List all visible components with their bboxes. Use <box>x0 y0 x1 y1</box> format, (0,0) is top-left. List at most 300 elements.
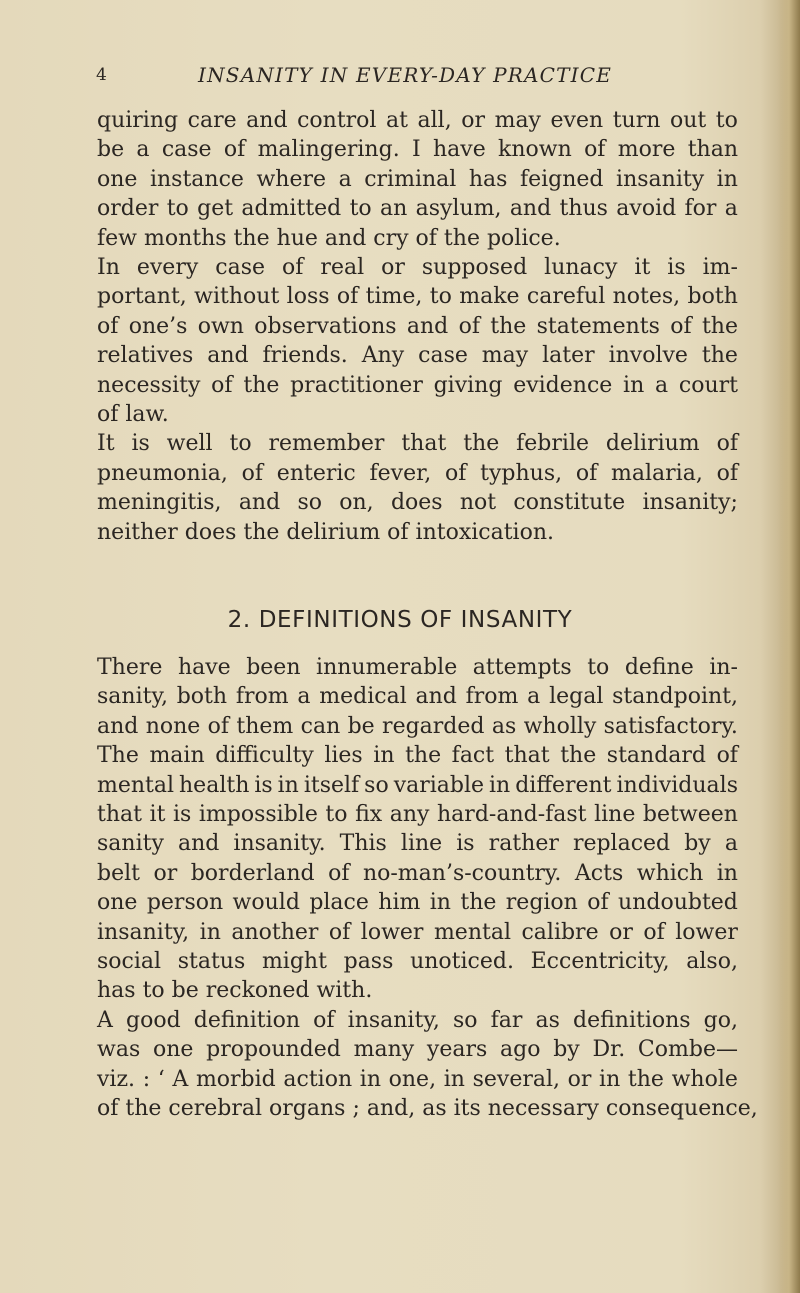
text-line <box>97 859 738 888</box>
word: another <box>231 919 319 945</box>
word: by <box>684 831 711 857</box>
word: friends. <box>262 343 348 369</box>
word: social <box>97 949 162 975</box>
word: difficulty <box>215 743 314 769</box>
word: in <box>359 1066 381 1092</box>
word: In <box>97 255 120 281</box>
word: a <box>338 166 352 192</box>
word: have <box>177 655 231 680</box>
word: in <box>277 772 299 798</box>
word: from <box>235 684 289 710</box>
word: was <box>97 1037 141 1063</box>
word: rather <box>488 831 559 857</box>
word: several, <box>472 1066 560 1092</box>
word: time, <box>365 284 423 310</box>
word: a <box>724 196 738 222</box>
word: insanity, <box>347 1007 440 1033</box>
word: the <box>405 743 442 769</box>
text-line <box>97 888 738 917</box>
word: a <box>297 684 311 710</box>
word: innumerable <box>316 655 458 680</box>
word: impossible <box>198 802 318 828</box>
word: definitions <box>573 1007 691 1033</box>
word: calibre <box>521 919 599 945</box>
word: febrile <box>516 431 589 457</box>
word: also, <box>686 949 738 975</box>
word: that <box>97 802 142 828</box>
word: region <box>505 890 578 916</box>
word: careful <box>526 284 606 310</box>
word: of <box>282 255 304 281</box>
text-line <box>97 194 738 223</box>
word: status <box>177 949 246 975</box>
word: action <box>283 1066 353 1092</box>
word: asylum, <box>415 196 502 222</box>
word: A <box>172 1066 189 1092</box>
word: been <box>246 655 301 680</box>
word: I <box>411 137 421 163</box>
word: the <box>701 313 738 339</box>
word: in <box>443 1066 465 1092</box>
word: fix <box>355 802 383 828</box>
word: for <box>684 196 717 222</box>
word: them <box>236 713 294 739</box>
word: and <box>509 196 552 222</box>
text-line <box>97 712 738 741</box>
word: to <box>229 431 252 457</box>
word: involve <box>608 343 688 369</box>
word: be <box>97 137 125 163</box>
word: of <box>336 284 359 310</box>
word: so <box>452 1007 478 1033</box>
word: itself <box>303 772 360 798</box>
word: none <box>145 713 201 739</box>
word: to <box>349 196 372 222</box>
word: regarded <box>382 713 485 739</box>
word: notes, <box>612 284 681 310</box>
word: malingering. <box>257 137 400 163</box>
word: an <box>379 196 408 222</box>
word: a <box>724 831 738 857</box>
word: in <box>373 743 395 769</box>
word: good <box>126 1007 181 1033</box>
paragraph <box>97 253 738 429</box>
text-line <box>97 800 738 829</box>
word: in <box>489 772 511 798</box>
word: This <box>339 831 387 857</box>
word: There <box>97 655 163 680</box>
word: medical <box>319 684 407 710</box>
word: replaced <box>572 831 671 857</box>
word: case <box>215 255 266 281</box>
word: Combe— <box>637 1037 738 1063</box>
word: constitute <box>513 490 626 516</box>
text-line: has to be reckoned with. <box>97 978 373 1004</box>
word: get <box>197 196 234 222</box>
word: sanity, <box>97 684 168 710</box>
word: one, <box>388 1066 437 1092</box>
word: to <box>715 108 738 133</box>
word: court <box>678 372 738 398</box>
word: insanity; <box>642 490 738 516</box>
word: would <box>232 890 300 916</box>
word: definition <box>193 1007 301 1033</box>
word: of <box>716 460 738 486</box>
word: or <box>153 860 178 886</box>
word: of <box>207 713 230 739</box>
word: admitted <box>241 196 342 222</box>
word: feigned <box>519 166 604 192</box>
word: a <box>136 137 150 163</box>
word: on, <box>339 490 374 516</box>
word: have <box>432 137 486 163</box>
word: of <box>716 743 738 769</box>
word: satisfactory. <box>603 713 738 739</box>
word: quiring <box>97 108 179 133</box>
text-line <box>97 947 738 976</box>
word: legal <box>549 684 604 710</box>
word: different <box>515 772 612 798</box>
word: It <box>97 431 115 457</box>
word: standard <box>606 743 706 769</box>
word: that <box>504 743 550 769</box>
word: both <box>687 284 738 310</box>
word: order <box>97 196 159 222</box>
word: of <box>223 137 246 163</box>
word: which <box>636 860 704 886</box>
word: one <box>97 166 138 192</box>
word: a <box>655 372 669 398</box>
word: has <box>468 166 508 192</box>
word: go, <box>703 1007 738 1033</box>
word: far <box>490 1007 523 1033</box>
word: the <box>463 431 500 457</box>
word: may <box>481 343 529 369</box>
word: pneumonia, <box>97 460 228 486</box>
word: practitioner <box>290 372 423 398</box>
word: remember <box>268 431 385 457</box>
word: the <box>560 743 597 769</box>
word: thus <box>559 196 608 222</box>
word: in <box>623 372 645 398</box>
word: even <box>550 108 604 133</box>
word: than <box>687 137 738 163</box>
word: delirium <box>605 431 700 457</box>
word: of <box>328 919 351 945</box>
word: pass <box>343 949 394 975</box>
word: is <box>667 255 686 281</box>
word: observations <box>254 313 397 339</box>
word: between <box>642 802 738 828</box>
word: years <box>426 1037 488 1063</box>
word: to <box>325 802 348 828</box>
word: make <box>459 284 520 310</box>
word: no-man’s-country. <box>362 860 562 886</box>
word: the <box>627 1066 664 1092</box>
word: criminal <box>364 166 457 192</box>
word: fact <box>451 743 495 769</box>
word: to <box>587 655 610 680</box>
text-line <box>97 429 738 458</box>
text-line <box>97 459 738 488</box>
word: one <box>97 890 138 916</box>
word: or <box>567 1066 592 1092</box>
word: is <box>172 802 192 828</box>
word: so <box>364 772 389 798</box>
word: lower <box>675 919 738 945</box>
paragraph <box>97 429 738 547</box>
word: in <box>599 1066 621 1092</box>
word: mental <box>433 919 511 945</box>
word: enteric <box>276 460 356 486</box>
word: can <box>300 713 341 739</box>
word: insanity. <box>233 831 326 857</box>
word: of <box>584 137 606 163</box>
word: in <box>716 166 738 192</box>
word: as <box>535 1007 560 1033</box>
text-line <box>97 312 738 341</box>
word: in <box>716 860 738 886</box>
word: place <box>309 890 369 916</box>
text-line <box>97 918 738 947</box>
word: not <box>459 490 497 516</box>
word: malaria, <box>611 460 703 486</box>
word: belt <box>97 860 140 886</box>
text-line <box>97 653 738 682</box>
text-line <box>97 682 738 711</box>
text-line <box>97 1065 738 1094</box>
word: at <box>386 108 408 133</box>
word: of <box>575 460 598 486</box>
word: turn <box>612 108 661 133</box>
word: propounded <box>206 1037 341 1063</box>
word: and <box>406 313 449 339</box>
word: insanity, <box>97 919 190 945</box>
word: it <box>149 802 166 828</box>
word: person <box>146 890 224 916</box>
word: ago <box>500 1037 541 1063</box>
text-line <box>97 1035 738 1064</box>
page-number: 4 <box>96 65 107 85</box>
paragraph <box>97 106 738 253</box>
word: avoid <box>616 196 677 222</box>
word: or <box>381 255 405 281</box>
text-line <box>97 165 738 194</box>
word: to <box>166 196 189 222</box>
word: in- <box>709 655 738 680</box>
word: without <box>194 284 280 310</box>
word: of <box>643 919 665 945</box>
word: statements <box>536 313 660 339</box>
word: viz. <box>97 1066 136 1092</box>
word: sanity <box>97 831 164 857</box>
word: of <box>211 372 233 398</box>
word: him <box>378 890 421 916</box>
word: and <box>97 713 139 739</box>
word: of <box>313 1007 335 1033</box>
text-line <box>97 771 738 800</box>
text-line <box>97 282 738 311</box>
word: of <box>670 313 692 339</box>
word: variable <box>393 772 485 798</box>
word: well <box>166 431 213 457</box>
word: the <box>460 890 497 916</box>
word: loss <box>286 284 330 310</box>
word: more <box>617 137 676 163</box>
text-line <box>97 488 738 517</box>
word: evidence <box>513 372 613 398</box>
text-line <box>97 829 738 858</box>
word: giving <box>433 372 503 398</box>
word: be <box>347 713 375 739</box>
word: Acts <box>574 860 624 886</box>
word: relatives <box>97 343 194 369</box>
text-line <box>97 106 738 135</box>
section-heading: 2. DEFINITIONS OF INSANITY <box>227 607 573 633</box>
word: of <box>97 313 119 339</box>
word: the <box>490 313 527 339</box>
word: own <box>197 313 244 339</box>
word: Dr. <box>592 1037 626 1063</box>
word: main <box>149 743 205 769</box>
word: and <box>238 490 281 516</box>
text-line: neither does the delirium of intoxication. <box>97 519 555 545</box>
paragraph <box>97 1006 758 1124</box>
word: lies <box>324 743 363 769</box>
word: in <box>429 890 451 916</box>
word: Any <box>361 343 405 369</box>
word: attempts <box>472 655 572 680</box>
word: case <box>418 343 468 369</box>
word: may <box>494 108 541 133</box>
word: and <box>177 831 220 857</box>
word: is <box>456 831 475 857</box>
text-line: of the cerebral organs ; and, as its necessary consequence, <box>97 1096 758 1122</box>
word: the <box>243 372 280 398</box>
text-line <box>97 741 738 770</box>
word: lower <box>360 919 424 945</box>
word: A <box>97 1007 113 1033</box>
word: of <box>587 890 609 916</box>
word: so <box>297 490 322 516</box>
word: known <box>498 137 572 163</box>
word: individuals <box>616 772 738 798</box>
word: portant, <box>97 284 187 310</box>
word: one <box>152 1037 194 1063</box>
word: as <box>491 713 517 739</box>
text-line <box>97 371 738 400</box>
word: whole <box>671 1066 738 1092</box>
word: by <box>553 1037 580 1063</box>
paragraph <box>97 653 738 1006</box>
word: The <box>97 743 139 769</box>
text-line: few months the hue and cry of the police. <box>97 225 561 251</box>
word: both <box>176 684 228 710</box>
word: ‘ <box>157 1066 165 1092</box>
word: borderland <box>190 860 315 886</box>
word: care <box>187 108 237 133</box>
text-line <box>97 1006 738 1035</box>
word: wholly <box>523 713 597 739</box>
word: the <box>701 343 738 369</box>
word: and <box>415 684 457 710</box>
running-title: INSANITY IN EVERY-DAY PRACTICE <box>198 63 613 87</box>
word: many <box>353 1037 415 1063</box>
word: every <box>136 255 199 281</box>
word: of <box>458 313 480 339</box>
text-line <box>97 135 738 164</box>
word: or <box>609 919 633 945</box>
word: it <box>634 255 651 281</box>
word: and <box>246 108 288 133</box>
text-line <box>97 253 738 282</box>
section-2-text <box>97 653 758 1124</box>
word: instance <box>149 166 244 192</box>
word: lunacy <box>544 255 618 281</box>
word: where <box>256 166 327 192</box>
word: health <box>179 772 250 798</box>
word: a <box>527 684 541 710</box>
word: later <box>542 343 595 369</box>
word: fever, <box>369 460 432 486</box>
word: insanity <box>616 166 705 192</box>
running-header <box>96 62 736 88</box>
word: line <box>400 831 443 857</box>
word: line <box>594 802 636 828</box>
word: of <box>444 460 467 486</box>
word: : <box>142 1066 151 1092</box>
word: that <box>401 431 447 457</box>
word: of <box>241 460 264 486</box>
word: mental <box>97 772 175 798</box>
word: im- <box>702 255 738 281</box>
word: is <box>254 772 273 798</box>
word: is <box>131 431 150 457</box>
word: hard-and-fast <box>437 802 587 828</box>
word: necessity <box>97 372 201 398</box>
word: morbid <box>195 1066 276 1092</box>
word: define <box>624 655 694 680</box>
word: and <box>207 343 249 369</box>
section-1-text <box>97 106 738 547</box>
word: case <box>161 137 212 163</box>
word: to <box>429 284 452 310</box>
word: unoticed. <box>410 949 514 975</box>
word: Eccentricity, <box>530 949 670 975</box>
word: or <box>461 108 486 133</box>
text-line <box>97 341 738 370</box>
word: does <box>390 490 443 516</box>
word: supposed <box>421 255 528 281</box>
word: standpoint, <box>612 684 738 710</box>
word: control <box>297 108 377 133</box>
word: of <box>716 431 738 457</box>
word: typhus, <box>480 460 563 486</box>
word: meningitis, <box>97 490 222 516</box>
word: any <box>389 802 430 828</box>
word: real <box>320 255 365 281</box>
word: one’s <box>128 313 188 339</box>
text-line: of law. <box>97 402 169 428</box>
word: might <box>261 949 327 975</box>
word: in <box>199 919 221 945</box>
word: from <box>465 684 519 710</box>
page-edge-shadow <box>778 0 800 1293</box>
word: of <box>328 860 350 886</box>
word: out <box>669 108 707 133</box>
word: all, <box>417 108 452 133</box>
word: undoubted <box>618 890 738 916</box>
